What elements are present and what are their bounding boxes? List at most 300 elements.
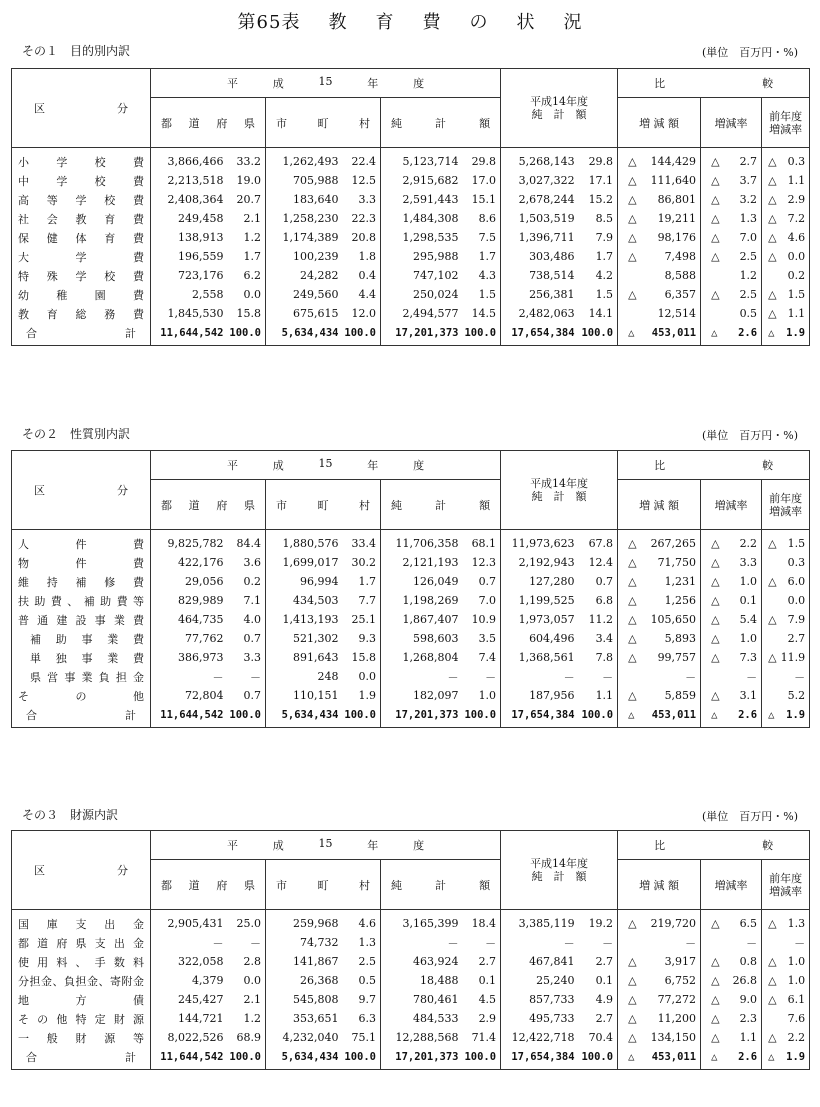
decrease-mark: △	[628, 326, 635, 339]
header-pref	[151, 98, 266, 148]
rate-value: 1.0	[739, 575, 758, 588]
prev-percent: 1.7	[595, 250, 614, 263]
city-value: 248	[266, 667, 344, 686]
city-percent: 4.4	[358, 288, 376, 301]
prev-percent: 1.1	[595, 689, 614, 702]
row-label: 維持補修費	[12, 572, 151, 591]
decrease-mark: △	[628, 632, 637, 645]
city-value: 1,262,493	[266, 148, 344, 172]
prev-rate-value: 1.5	[787, 537, 806, 550]
table-row	[12, 705, 810, 728]
decrease-mark: △	[711, 231, 720, 244]
rate-cell	[701, 572, 762, 591]
rate-value: 5.4	[739, 613, 758, 626]
header-char: 度	[413, 459, 425, 472]
decrease-mark: △	[768, 708, 775, 721]
rate-cell	[701, 1028, 762, 1047]
prev-rate-cell	[762, 1009, 810, 1028]
rate-value: 7.0	[739, 231, 758, 244]
pref-value: 723,176	[151, 266, 229, 285]
prev-rate-cell	[762, 171, 810, 190]
decrease-mark: △	[628, 594, 637, 607]
prev-percent: 4.2	[595, 269, 614, 282]
prev-rate-value: 0.0	[787, 250, 806, 263]
pref-value: 2,408,364	[151, 190, 229, 209]
city-percent: 22.3	[351, 212, 376, 225]
diff-cell	[618, 686, 701, 705]
net-percent: 2.9	[478, 1012, 497, 1025]
pref-value: 245,427	[151, 990, 229, 1009]
row-label: 合計	[12, 705, 151, 728]
city-percent: 12.0	[351, 307, 376, 320]
city-value: 705,988	[266, 171, 344, 190]
decrease-mark: △	[711, 174, 720, 187]
prev-rate-value: 7.9	[787, 613, 806, 626]
header-char: 府	[216, 878, 228, 892]
row-label: 分担金、負担金、寄附金	[12, 971, 151, 990]
header-char: 町	[317, 116, 329, 130]
diff-cell	[618, 530, 701, 554]
header-char: 平	[227, 839, 238, 852]
row-label: 使用料、手数料	[12, 952, 151, 971]
diff-value: 3,917	[664, 955, 697, 968]
net-percent: 7.4	[478, 651, 497, 664]
diff-value: 111,640	[650, 174, 697, 187]
prev-rate-cell	[762, 1047, 810, 1070]
header-char: 町	[317, 878, 329, 892]
city-value: 110,151	[266, 686, 344, 705]
prev-percent: 11.2	[588, 613, 614, 626]
row-label: 単独事業費	[12, 648, 151, 667]
city-value: 259,968	[266, 910, 344, 934]
net-percent: 100.0	[464, 323, 501, 346]
header-char: 15	[318, 457, 333, 470]
net-value: 11,706,358	[381, 530, 464, 554]
header-char: 都	[161, 116, 172, 130]
decrease-mark: △	[768, 993, 777, 1006]
prev-rate-cell	[762, 952, 810, 971]
net-value: 747,102	[381, 266, 464, 285]
header-kubun: 区 分	[12, 831, 151, 910]
decrease-mark: △	[628, 537, 637, 550]
net-percent: 18.4	[471, 917, 497, 930]
decrease-mark: △	[628, 993, 637, 1006]
pref-value: 72,804	[151, 686, 229, 705]
rate-cell	[701, 285, 762, 304]
rate-cell	[701, 209, 762, 228]
decrease-mark: △	[628, 708, 635, 721]
city-value: 1,699,017	[266, 553, 344, 572]
table-row	[12, 228, 810, 247]
rate-cell	[701, 228, 762, 247]
prev-rate-value: －	[794, 936, 806, 950]
prev-rate-cell	[762, 990, 810, 1009]
diff-cell	[618, 553, 701, 572]
pref-value: 4,379	[151, 971, 229, 990]
diff-value: 7,498	[664, 250, 697, 263]
rate-value: 2.5	[739, 288, 758, 301]
diff-cell	[618, 591, 701, 610]
prev-rate-value: 1.0	[787, 974, 806, 987]
table-row	[12, 1009, 810, 1028]
net-percent: 4.5	[478, 993, 497, 1006]
diff-cell	[618, 1028, 701, 1047]
table-row	[12, 910, 810, 934]
header-prev-rate: 前年度 増減率	[762, 860, 810, 910]
diff-cell	[618, 323, 701, 346]
diff-cell	[618, 228, 701, 247]
decrease-mark: △	[768, 651, 777, 664]
city-percent: 25.1	[351, 613, 376, 626]
prev-rate-value: 1.9	[786, 708, 806, 721]
prev-value: 3,385,119	[501, 910, 580, 934]
table-row	[12, 667, 810, 686]
table-row	[12, 323, 810, 346]
header-change-rate: 増減率	[701, 480, 762, 530]
rate-cell	[701, 530, 762, 554]
decrease-mark: △	[628, 193, 637, 206]
header-kubun: 区 分	[12, 69, 151, 148]
rate-value: 1.2	[739, 269, 758, 282]
decrease-mark: △	[768, 575, 777, 588]
city-value: 353,651	[266, 1009, 344, 1028]
rate-cell	[701, 323, 762, 346]
header-char: 成	[272, 839, 284, 852]
table-row	[12, 1028, 810, 1047]
data-table	[11, 68, 810, 346]
prev-rate-cell	[762, 648, 810, 667]
row-label: 合計	[12, 323, 151, 346]
net-percent: 14.5	[471, 307, 497, 320]
net-percent: 7.5	[478, 231, 497, 244]
city-percent: 3.3	[358, 193, 376, 206]
decrease-mark: △	[628, 917, 637, 930]
prev-rate-cell	[762, 266, 810, 285]
decrease-mark: △	[628, 1031, 637, 1044]
header-char: 15	[318, 75, 333, 88]
pref-value: 144,721	[151, 1009, 229, 1028]
decrease-mark: △	[711, 632, 720, 645]
diff-cell	[618, 667, 701, 686]
net-value: 1,268,804	[381, 648, 464, 667]
prev-rate-value: 0.2	[787, 269, 806, 282]
title-part: 教	[328, 12, 348, 33]
row-label: 普通建設事業費	[12, 610, 151, 629]
rate-value: －	[746, 670, 758, 684]
net-percent: 2.7	[478, 955, 497, 968]
decrease-mark: △	[711, 537, 720, 550]
rate-value: 9.0	[739, 993, 758, 1006]
net-value: 2,591,443	[381, 190, 464, 209]
pref-value: 11,644,542	[151, 323, 229, 346]
decrease-mark: △	[768, 917, 777, 930]
header-char: 町	[317, 498, 329, 512]
title-part: 況	[563, 12, 583, 33]
prev-value: 2,482,063	[501, 304, 580, 323]
net-percent: 1.0	[478, 689, 497, 702]
prev-value: －	[501, 667, 580, 686]
diff-cell	[618, 705, 701, 728]
header-char: 15	[318, 837, 333, 850]
header-city	[266, 860, 381, 910]
prev-value: 17,654,384	[501, 323, 580, 346]
decrease-mark: △	[768, 1031, 777, 1044]
diff-value: 77,272	[657, 993, 697, 1006]
decrease-mark: △	[768, 212, 777, 225]
unit-label: (単位 百万円・%)	[701, 429, 798, 442]
pref-value: －	[151, 667, 229, 686]
title-part: 状	[516, 12, 536, 33]
city-percent: 12.5	[351, 174, 376, 187]
header-net	[381, 860, 501, 910]
diff-value: －	[685, 936, 697, 950]
prev-rate-value: 2.7	[787, 632, 806, 645]
decrease-mark: △	[768, 288, 777, 301]
rate-cell	[701, 952, 762, 971]
prev-rate-value: 0.0	[787, 594, 806, 607]
decrease-mark: △	[711, 594, 720, 607]
decrease-mark: △	[628, 689, 637, 702]
prev-percent: 0.1	[595, 974, 614, 987]
prev-rate-value: 7.2	[787, 212, 806, 225]
header-change-rate: 増減率	[701, 98, 762, 148]
decrease-mark: △	[711, 708, 718, 721]
pref-percent: 4.0	[243, 613, 261, 626]
rate-value: 2.7	[739, 155, 758, 168]
row-label: 社会教育費	[12, 209, 151, 228]
net-value: 1,298,535	[381, 228, 464, 247]
prev-value: 256,381	[501, 285, 580, 304]
table-row	[12, 971, 810, 990]
rate-cell	[701, 910, 762, 934]
header-pref	[151, 860, 266, 910]
title-part: 育	[375, 12, 395, 33]
prev-rate-cell	[762, 705, 810, 728]
pref-value: 829,989	[151, 591, 229, 610]
rate-value: 7.3	[739, 651, 758, 664]
prev-rate-value: 6.0	[787, 575, 806, 588]
city-percent: 7.7	[358, 594, 376, 607]
diff-value: 5,893	[664, 632, 697, 645]
rate-value: 26.8	[732, 974, 758, 987]
diff-value: －	[685, 670, 697, 684]
pref-percent: 0.7	[243, 689, 261, 702]
prev-value: 857,733	[501, 990, 580, 1009]
decrease-mark: △	[711, 1012, 720, 1025]
diff-value: 8,588	[664, 269, 697, 282]
net-percent: 68.1	[471, 537, 497, 550]
header-char: 都	[161, 498, 172, 512]
header-char: 純	[391, 878, 402, 892]
diff-cell	[618, 648, 701, 667]
diff-cell	[618, 610, 701, 629]
table-row	[12, 686, 810, 705]
header-prev-year: 平成14年度 純 計 額	[501, 451, 618, 530]
net-value: －	[381, 667, 464, 686]
rate-cell	[701, 933, 762, 952]
decrease-mark: △	[628, 250, 637, 263]
prev-rate-value: 6.1	[787, 993, 806, 1006]
city-percent: 30.2	[351, 556, 376, 569]
prev-rate-value: 1.5	[787, 288, 806, 301]
rate-value: 1.1	[739, 1031, 758, 1044]
rate-cell	[701, 686, 762, 705]
header-char: 都	[161, 878, 172, 892]
diff-value: 6,752	[664, 974, 697, 987]
prev-rate-cell	[762, 572, 810, 591]
header-change-amount: 増 減 額	[618, 480, 701, 530]
diff-cell	[618, 933, 701, 952]
decrease-mark: △	[768, 974, 777, 987]
decrease-mark: △	[768, 955, 777, 968]
prev-percent: 100.0	[580, 1047, 618, 1070]
net-value: 780,461	[381, 990, 464, 1009]
pref-percent: 7.1	[243, 594, 261, 607]
pref-percent: 20.7	[236, 193, 261, 206]
diff-cell	[618, 952, 701, 971]
city-value: 545,808	[266, 990, 344, 1009]
diff-cell	[618, 572, 701, 591]
decrease-mark: △	[768, 193, 777, 206]
city-percent: 1.3	[358, 936, 376, 949]
decrease-mark: △	[628, 1012, 637, 1025]
diff-value: 5,859	[664, 689, 697, 702]
city-percent: 100.0	[344, 1047, 381, 1070]
city-value: 5,634,434	[266, 1047, 344, 1070]
header-char: 府	[216, 116, 228, 130]
net-value: 182,097	[381, 686, 464, 705]
pref-value: 2,213,518	[151, 171, 229, 190]
prev-rate-cell	[762, 933, 810, 952]
rate-value: 1.3	[739, 212, 758, 225]
rate-value: 2.6	[738, 1050, 758, 1063]
decrease-mark: △	[628, 651, 637, 664]
diff-cell	[618, 971, 701, 990]
decrease-mark: △	[768, 174, 777, 187]
decrease-mark: △	[768, 537, 777, 550]
net-value: 1,484,308	[381, 209, 464, 228]
header-char: 度	[413, 839, 425, 852]
net-value: 2,915,682	[381, 171, 464, 190]
table-row	[12, 610, 810, 629]
header-char: 計	[435, 116, 447, 130]
pref-percent: 100.0	[229, 705, 266, 728]
pref-percent: 19.0	[236, 174, 261, 187]
city-percent: 0.0	[358, 670, 376, 683]
pref-value: 138,913	[151, 228, 229, 247]
table-row	[12, 1047, 810, 1070]
rate-value: 0.8	[739, 955, 758, 968]
pref-value: 249,458	[151, 209, 229, 228]
rate-cell	[701, 610, 762, 629]
header-char: 県	[243, 498, 255, 512]
net-percent: －	[485, 670, 497, 684]
prev-value: 25,240	[501, 971, 580, 990]
diff-value: 453,011	[651, 326, 697, 339]
city-percent: 33.4	[351, 537, 376, 550]
decrease-mark: △	[711, 1050, 718, 1063]
table-row	[12, 952, 810, 971]
prev-rate-value: 7.6	[787, 1012, 806, 1025]
diff-value: 453,011	[651, 708, 697, 721]
header-char: 県	[243, 878, 255, 892]
header-char: 道	[188, 116, 200, 130]
decrease-mark: △	[711, 993, 720, 1006]
header-prev-year: 平成14年度 純 計 額	[501, 831, 618, 910]
prev-value: 738,514	[501, 266, 580, 285]
diff-cell	[618, 171, 701, 190]
prev-rate-value: 4.6	[787, 231, 806, 244]
diff-cell	[618, 285, 701, 304]
net-percent: －	[485, 936, 497, 950]
prev-value: 1,199,525	[501, 591, 580, 610]
row-label: 教育総務費	[12, 304, 151, 323]
net-value: 2,494,577	[381, 304, 464, 323]
pref-value: 77,762	[151, 629, 229, 648]
city-value: 434,503	[266, 591, 344, 610]
net-percent: 1.7	[478, 250, 497, 263]
city-percent: 75.1	[351, 1031, 376, 1044]
rate-value: 3.1	[739, 689, 758, 702]
diff-value: 1,256	[664, 594, 697, 607]
header-char: 村	[359, 498, 370, 512]
diff-value: 6,357	[664, 288, 697, 301]
table-row	[12, 209, 810, 228]
row-label: 幼稚園費	[12, 285, 151, 304]
prev-rate-cell	[762, 190, 810, 209]
table-row	[12, 591, 810, 610]
net-percent: 29.8	[471, 155, 497, 168]
rate-value: 3.3	[739, 556, 758, 569]
prev-percent: 2.7	[595, 955, 614, 968]
prev-value: 5,268,143	[501, 148, 580, 172]
header-compare: 比 較	[618, 69, 810, 98]
table-row	[12, 990, 810, 1009]
row-label: 中学校費	[12, 171, 151, 190]
city-percent: 0.4	[358, 269, 376, 282]
decrease-mark: △	[628, 212, 637, 225]
net-percent: 71.4	[471, 1031, 497, 1044]
pref-percent: 3.6	[243, 556, 261, 569]
net-value: 126,049	[381, 572, 464, 591]
prev-rate-value: 1.1	[787, 174, 806, 187]
decrease-mark: △	[768, 326, 775, 339]
diff-value: 1,231	[664, 575, 697, 588]
pref-value: 464,735	[151, 610, 229, 629]
prev-value: 17,654,384	[501, 1047, 580, 1070]
table-row	[12, 247, 810, 266]
row-label: 扶助費、補助費等	[12, 591, 151, 610]
city-value: 1,880,576	[266, 530, 344, 554]
rate-cell	[701, 990, 762, 1009]
header-city	[266, 480, 381, 530]
net-percent: 12.3	[471, 556, 497, 569]
diff-cell	[618, 247, 701, 266]
row-label: 高等学校費	[12, 190, 151, 209]
header-char: 額	[479, 498, 491, 512]
header-char: 平	[227, 459, 238, 472]
diff-value: 105,650	[650, 613, 697, 626]
row-label: 都道府県支出金	[12, 933, 151, 952]
unit-label: (単位 百万円・%)	[701, 810, 798, 823]
table-row	[12, 171, 810, 190]
city-percent: 1.8	[358, 250, 376, 263]
rate-cell	[701, 705, 762, 728]
city-value: 100,239	[266, 247, 344, 266]
decrease-mark: △	[628, 955, 637, 968]
net-value: 17,201,373	[381, 705, 464, 728]
diff-cell	[618, 910, 701, 934]
